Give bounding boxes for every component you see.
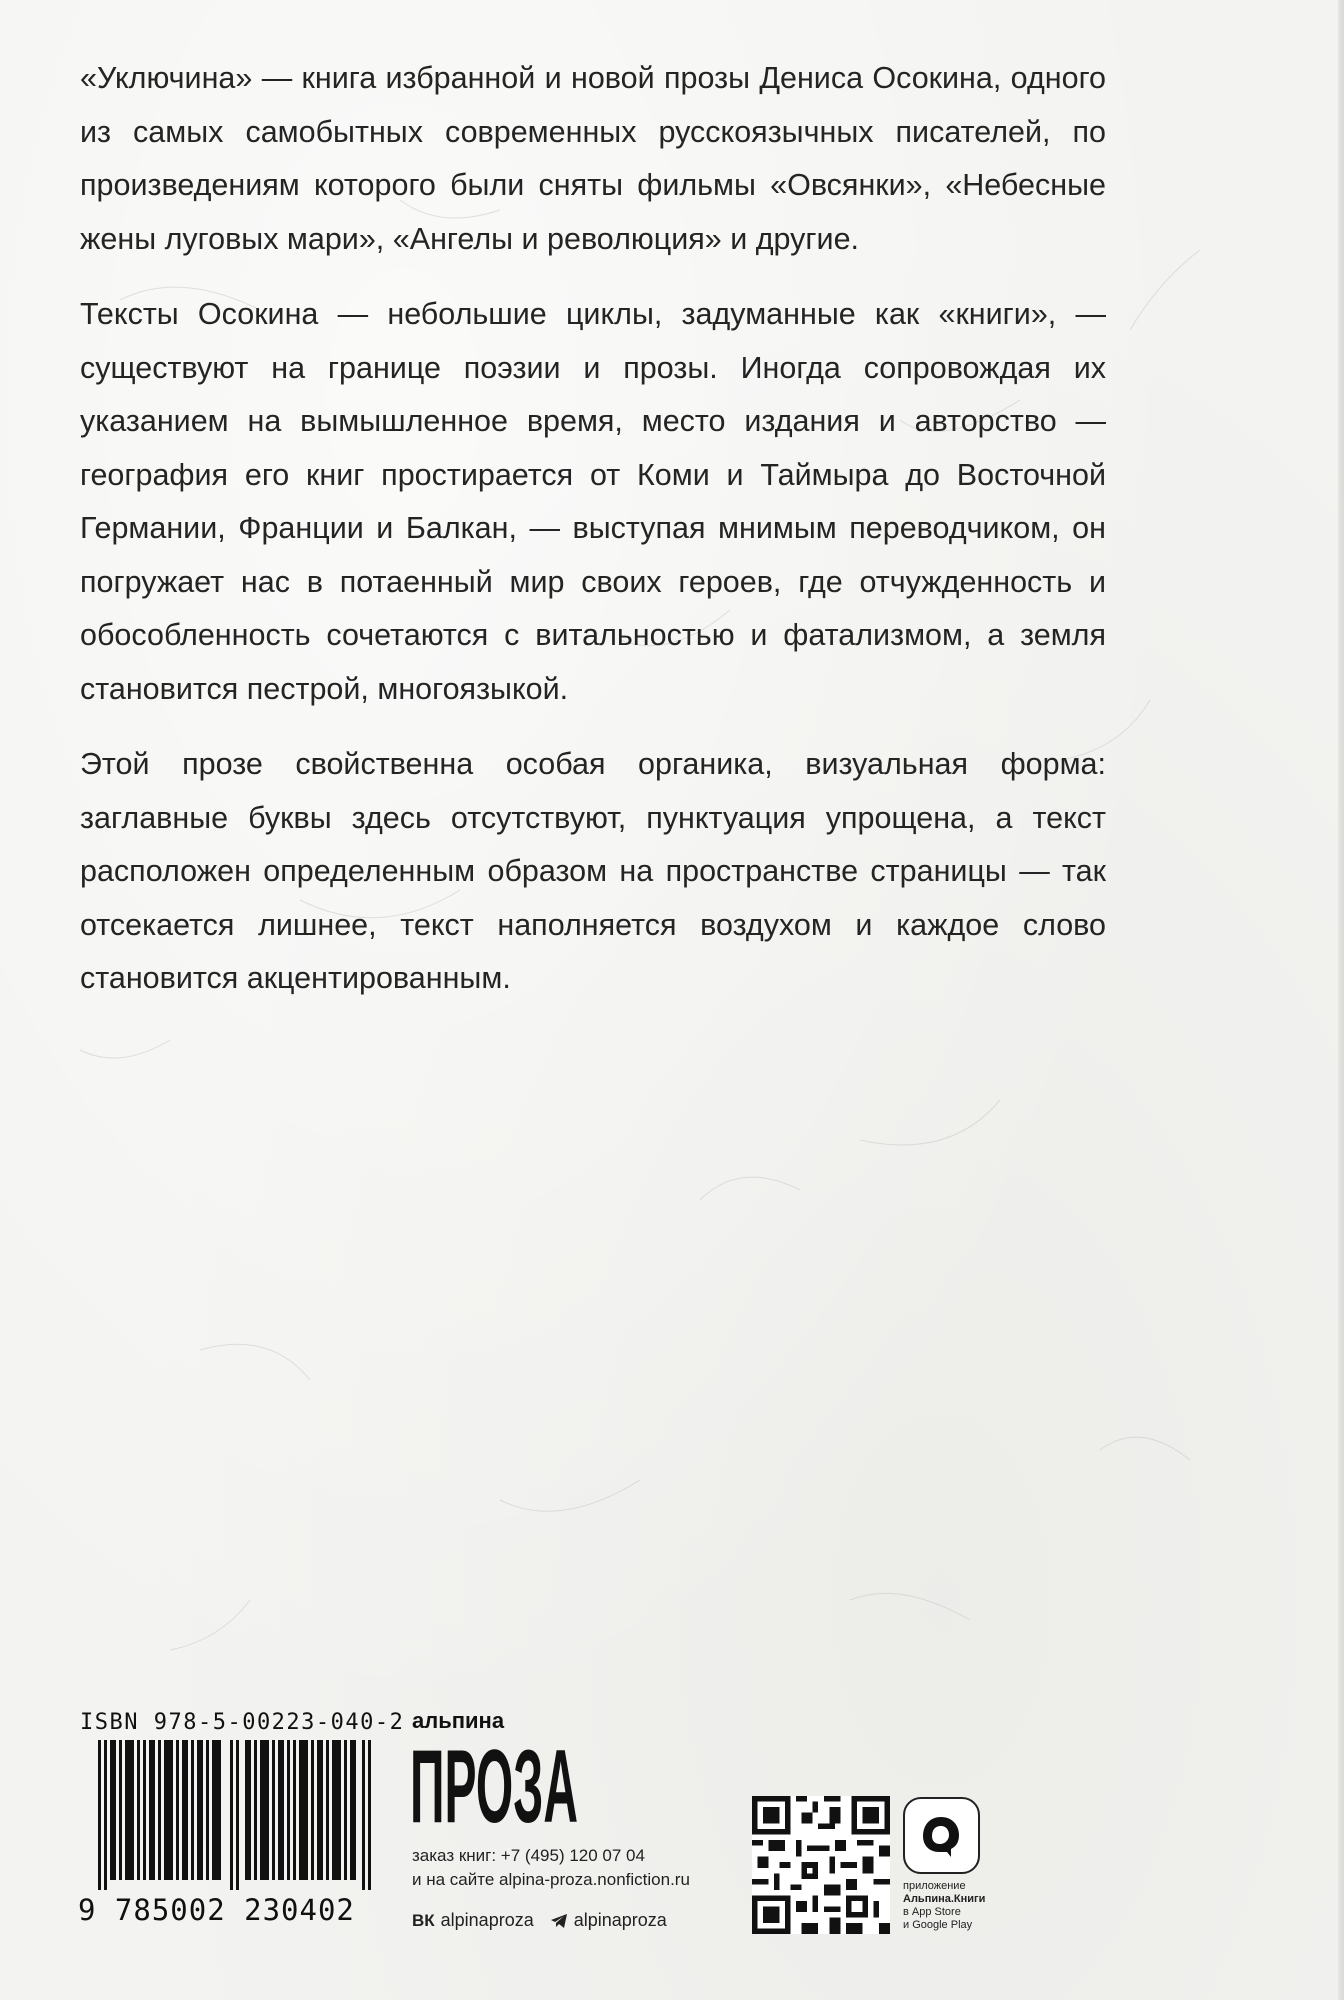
publisher-small-name: альпина xyxy=(412,1708,505,1733)
app-badge[interactable] xyxy=(903,1797,980,1874)
app-caption-line1: приложение xyxy=(903,1880,966,1892)
vk-icon: ВК xyxy=(412,1910,435,1930)
annotation-text xyxy=(80,52,1106,1028)
telegram-handle: alpinaproza xyxy=(573,1910,667,1930)
qr-code[interactable] xyxy=(752,1796,890,1934)
isbn-label: ISBN 978-5-00223-040-2 xyxy=(80,1710,405,1735)
vk-handle: alpinaproza xyxy=(440,1910,534,1930)
telegram-icon xyxy=(550,1913,568,1929)
spine-edge xyxy=(1338,0,1344,2000)
order-phone: заказ книг: +7 (495) 120 07 04 xyxy=(412,1846,645,1865)
app-caption xyxy=(903,1880,985,1932)
app-caption-line3: в App Store xyxy=(903,1906,961,1918)
proza-logo xyxy=(410,1729,580,1845)
paragraph-1: «Уключина» — книга избранной и новой прозы Дениса Осокина, одного из самых самобытных современных русскоязычных писателей, по произведениям которого были сняты фильмы «Овсянки», «Небесные жены луговых мари», «Ангелы и революция» и другие. xyxy=(80,61,1106,256)
barcode-digits: 9 785002 230402 xyxy=(78,1893,355,1927)
proza-logo-text: ПРОЗА xyxy=(410,1729,578,1845)
app-caption-line2: Альпина.Книги xyxy=(903,1893,986,1905)
barcode xyxy=(98,1740,374,1890)
vk-link[interactable] xyxy=(412,1910,534,1931)
paragraph-3: Этой прозе свойственна особая органика, визуальная форма: заглавные буквы здесь отсутствуют, пунктуация упрощена, а текст расположен определенным образом на пространстве страницы — так отсекается лишнее, текст наполняется воздухом и каждое слово становится акцентированным. xyxy=(80,747,1106,995)
telegram-link[interactable] xyxy=(550,1910,667,1931)
order-site: и на сайте alpina-proza.nonfiction.ru xyxy=(412,1870,690,1889)
paragraph-2: Тексты Осокина — небольшие циклы, задуманные как «книги», — существуют на границе поэзии и прозы. Иногда сопровождая их указанием на вымышленное время, место издания и авторство — география его книг простирается от Коми и Таймыра до Восточной Германии, Франции и Балкан, — выступая мнимым переводчиком, он погружает нас в потаенный мир своих героев, где отчужденность и обособленность сочетаются с витальностью и фатализмом, а земля становится пестрой, многоязыкой. xyxy=(80,297,1106,706)
alpina-app-icon xyxy=(917,1811,965,1859)
app-caption-line4: и Google Play xyxy=(903,1919,973,1931)
social-links xyxy=(412,1910,683,1931)
